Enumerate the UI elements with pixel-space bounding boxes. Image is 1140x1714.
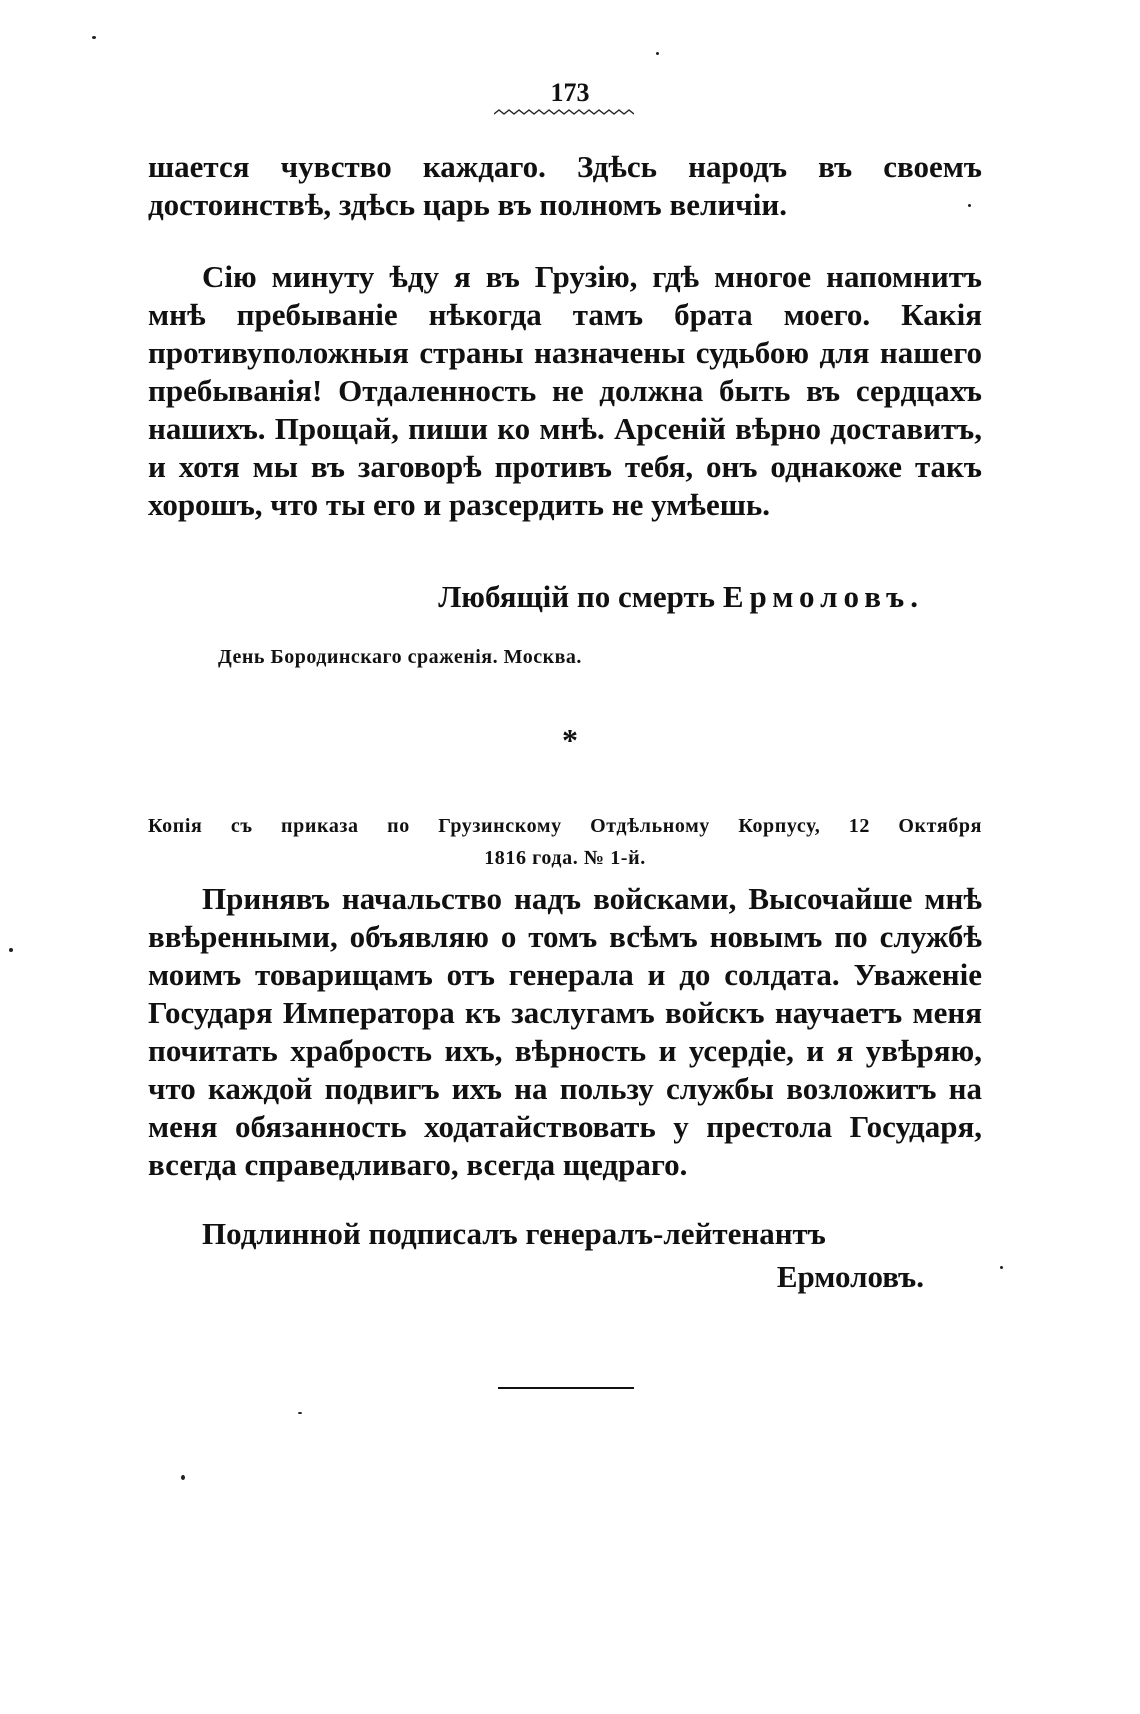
scan-speck: [656, 52, 659, 55]
scan-speck: [298, 1412, 302, 1414]
letter-dateline: День Бородинскаго сраженія. Москва.: [218, 646, 582, 668]
page-number-ornament: [494, 108, 634, 120]
order-heading-line2: 1816 года. № 1-й.: [484, 847, 646, 869]
continuation-text: шается чувство каждаго. Здѣсь народъ въ своемъ достоинствѣ, здѣсь царь въ полномъ величіи.: [148, 149, 982, 222]
order-heading-line1: Копія съ приказа по Грузинскому Отдѣльному Корпусу, 12 Октября: [148, 815, 982, 837]
order-signed-name: Ермоловъ.: [776, 1259, 924, 1294]
letter-paragraph: [148, 258, 982, 524]
letter-body: Сію минуту ѣду я въ Грузію, гдѣ многое напомнитъ мнѣ пребываніе нѣкогда тамъ брата моего. Какія противуположныя страны назначены судьбою для нашего пребыванія! Отдаленность не должна быть въ сердцахъ нашихъ. Прощай, пиши ко мнѣ. Арсеній вѣрно доставитъ, и хотя мы въ заговорѣ противъ тебя, онъ однакоже такъ хорошъ, что ты его и разсердить не умѣешь.: [148, 259, 982, 522]
scan-speck: [92, 36, 96, 39]
order-body: Принявъ начальство надъ войсками, Высочайше мнѣ ввѣренными, объявляю о томъ всѣмъ новымъ по службѣ моимъ товарищамъ отъ генерала и до солдата. Уваженіе Государя Императора къ заслугамъ войскъ научаетъ меня почитать храбрость ихъ, вѣрность и усердіе, и я увѣряю, что каждой подвигъ ихъ на пользу службы возложитъ на меня обязанность ходатайствовать у престола Государя, всегда справедливаго, всегда щедраго.: [148, 881, 982, 1182]
order-signed-paragraph: [148, 1215, 982, 1253]
signature-prefix: Любящій по смерть: [438, 579, 716, 614]
end-rule: [498, 1387, 634, 1389]
scan-speck: [1000, 1266, 1003, 1269]
section-separator: *: [562, 722, 578, 758]
order-signed-line: Подлинной подписалъ генералъ-лейтенантъ: [202, 1216, 826, 1251]
order-paragraph: [148, 880, 982, 1184]
continuation-paragraph: [148, 148, 982, 224]
page-number: 173: [550, 78, 590, 107]
scan-speck: [181, 1475, 185, 1480]
scan-speck: [9, 948, 13, 952]
scan-speck: [968, 204, 971, 207]
signature-name: Ермоловъ.: [722, 579, 924, 614]
letter-signature: [148, 578, 924, 616]
order-heading: [148, 810, 982, 874]
